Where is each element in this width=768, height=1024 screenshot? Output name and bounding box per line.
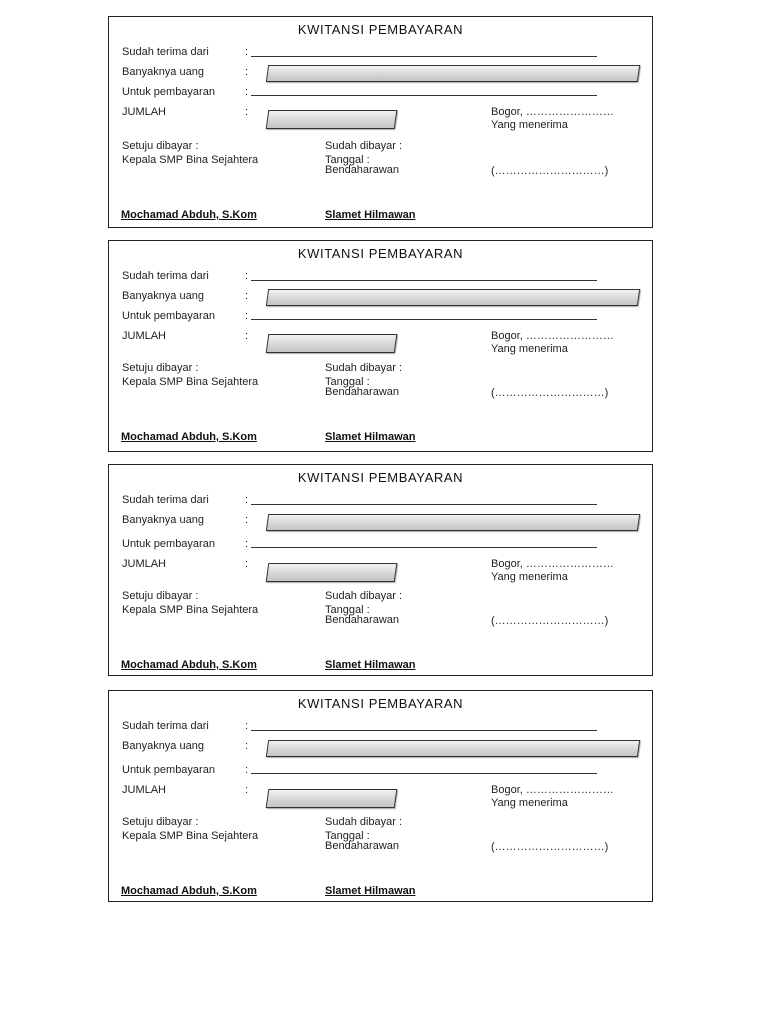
- date-label: Tanggal :: [325, 604, 370, 616]
- amount-words-label: Banyaknya uang: [122, 740, 204, 752]
- place-date: Bogor, ……………………: [491, 330, 614, 342]
- colon: :: [245, 514, 249, 526]
- total-label: JUMLAH: [122, 784, 167, 796]
- headmaster-title: Kepala SMP Bina Sejahtera: [122, 376, 259, 388]
- total-label: JUMLAH: [122, 558, 167, 570]
- date-label: Tanggal :: [325, 154, 370, 166]
- headmaster-name: Mochamad Abduh, S.Kom: [121, 659, 257, 671]
- receipt-form: [108, 464, 653, 676]
- received-from-field[interactable]: [251, 56, 597, 57]
- receiver-signature: (…………………………): [491, 387, 609, 399]
- treasurer-name: Slamet Hilmawan: [325, 659, 416, 671]
- purpose-label: Untuk pembayaran: [122, 764, 215, 776]
- total-amount-field[interactable]: [266, 110, 398, 129]
- treasurer-name: Slamet Hilmawan: [325, 431, 416, 443]
- received-from-label: Sudah terima dari: [122, 494, 209, 506]
- date-label: Tanggal :: [325, 376, 370, 388]
- received-from-label: Sudah terima dari: [122, 46, 209, 58]
- total-amount-field[interactable]: [266, 789, 398, 808]
- colon: :: [245, 494, 249, 506]
- place-date: Bogor, ……………………: [491, 106, 614, 118]
- purpose-field[interactable]: [251, 773, 597, 774]
- approved-label: Setuju dibayar :: [122, 590, 199, 602]
- colon: :: [245, 784, 249, 796]
- paid-label: Sudah dibayar :: [325, 140, 403, 152]
- treasurer-name: Slamet Hilmawan: [325, 209, 416, 221]
- headmaster-name: Mochamad Abduh, S.Kom: [121, 885, 257, 897]
- colon: :: [245, 538, 249, 550]
- purpose-field[interactable]: [251, 95, 597, 96]
- headmaster-title: Kepala SMP Bina Sejahtera: [122, 830, 259, 842]
- paid-label: Sudah dibayar :: [325, 362, 403, 374]
- treasurer-title: Bendaharawan: [325, 386, 400, 398]
- approved-label: Setuju dibayar :: [122, 816, 199, 828]
- headmaster-name: Mochamad Abduh, S.Kom: [121, 431, 257, 443]
- amount-words-label: Banyaknya uang: [122, 290, 204, 302]
- colon: :: [245, 270, 249, 282]
- purpose-label: Untuk pembayaran: [122, 310, 215, 322]
- receipt-title: KWITANSI PEMBAYARAN: [297, 22, 464, 37]
- treasurer-name: Slamet Hilmawan: [325, 885, 416, 897]
- amount-words-field[interactable]: [266, 514, 640, 531]
- colon: :: [245, 106, 249, 118]
- receiver-signature: (…………………………): [491, 165, 609, 177]
- received-from-label: Sudah terima dari: [122, 720, 209, 732]
- treasurer-title: Bendaharawan: [325, 840, 400, 852]
- receiver-label: Yang menerima: [491, 797, 568, 809]
- paid-label: Sudah dibayar :: [325, 816, 403, 828]
- treasurer-title: Bendaharawan: [325, 614, 400, 626]
- receiver-signature: (…………………………): [491, 841, 609, 853]
- receipt-form: [108, 16, 653, 228]
- receipt-form: [108, 240, 653, 452]
- treasurer-title: Bendaharawan: [325, 164, 400, 176]
- date-label: Tanggal :: [325, 830, 370, 842]
- purpose-field[interactable]: [251, 547, 597, 548]
- receiver-label: Yang menerima: [491, 119, 568, 131]
- colon: :: [245, 310, 249, 322]
- colon: :: [245, 66, 249, 78]
- headmaster-title: Kepala SMP Bina Sejahtera: [122, 154, 259, 166]
- receipt-title: KWITANSI PEMBAYARAN: [297, 246, 464, 261]
- total-amount-field[interactable]: [266, 563, 398, 582]
- headmaster-name: Mochamad Abduh, S.Kom: [121, 209, 257, 221]
- amount-words-field[interactable]: [266, 740, 640, 757]
- amount-words-label: Banyaknya uang: [122, 514, 204, 526]
- colon: :: [245, 740, 249, 752]
- colon: :: [245, 558, 249, 570]
- received-from-label: Sudah terima dari: [122, 270, 209, 282]
- receipt-form: [108, 690, 653, 902]
- purpose-label: Untuk pembayaran: [122, 538, 215, 550]
- amount-words-field[interactable]: [266, 65, 640, 82]
- receiver-label: Yang menerima: [491, 571, 568, 583]
- receiver-signature: (…………………………): [491, 615, 609, 627]
- amount-words-field[interactable]: [266, 289, 640, 306]
- receipt-title: KWITANSI PEMBAYARAN: [297, 696, 464, 711]
- receiver-label: Yang menerima: [491, 343, 568, 355]
- received-from-field[interactable]: [251, 280, 597, 281]
- place-date: Bogor, ……………………: [491, 784, 614, 796]
- colon: :: [245, 764, 249, 776]
- purpose-field[interactable]: [251, 319, 597, 320]
- colon: :: [245, 86, 249, 98]
- approved-label: Setuju dibayar :: [122, 140, 199, 152]
- total-label: JUMLAH: [122, 106, 167, 118]
- receipt-title: KWITANSI PEMBAYARAN: [297, 470, 464, 485]
- paid-label: Sudah dibayar :: [325, 590, 403, 602]
- purpose-label: Untuk pembayaran: [122, 86, 215, 98]
- place-date: Bogor, ……………………: [491, 558, 614, 570]
- received-from-field[interactable]: [251, 504, 597, 505]
- colon: :: [245, 46, 249, 58]
- colon: :: [245, 720, 249, 732]
- amount-words-label: Banyaknya uang: [122, 66, 204, 78]
- colon: :: [245, 290, 249, 302]
- total-label: JUMLAH: [122, 330, 167, 342]
- received-from-field[interactable]: [251, 730, 597, 731]
- total-amount-field[interactable]: [266, 334, 398, 353]
- colon: :: [245, 330, 249, 342]
- headmaster-title: Kepala SMP Bina Sejahtera: [122, 604, 259, 616]
- approved-label: Setuju dibayar :: [122, 362, 199, 374]
